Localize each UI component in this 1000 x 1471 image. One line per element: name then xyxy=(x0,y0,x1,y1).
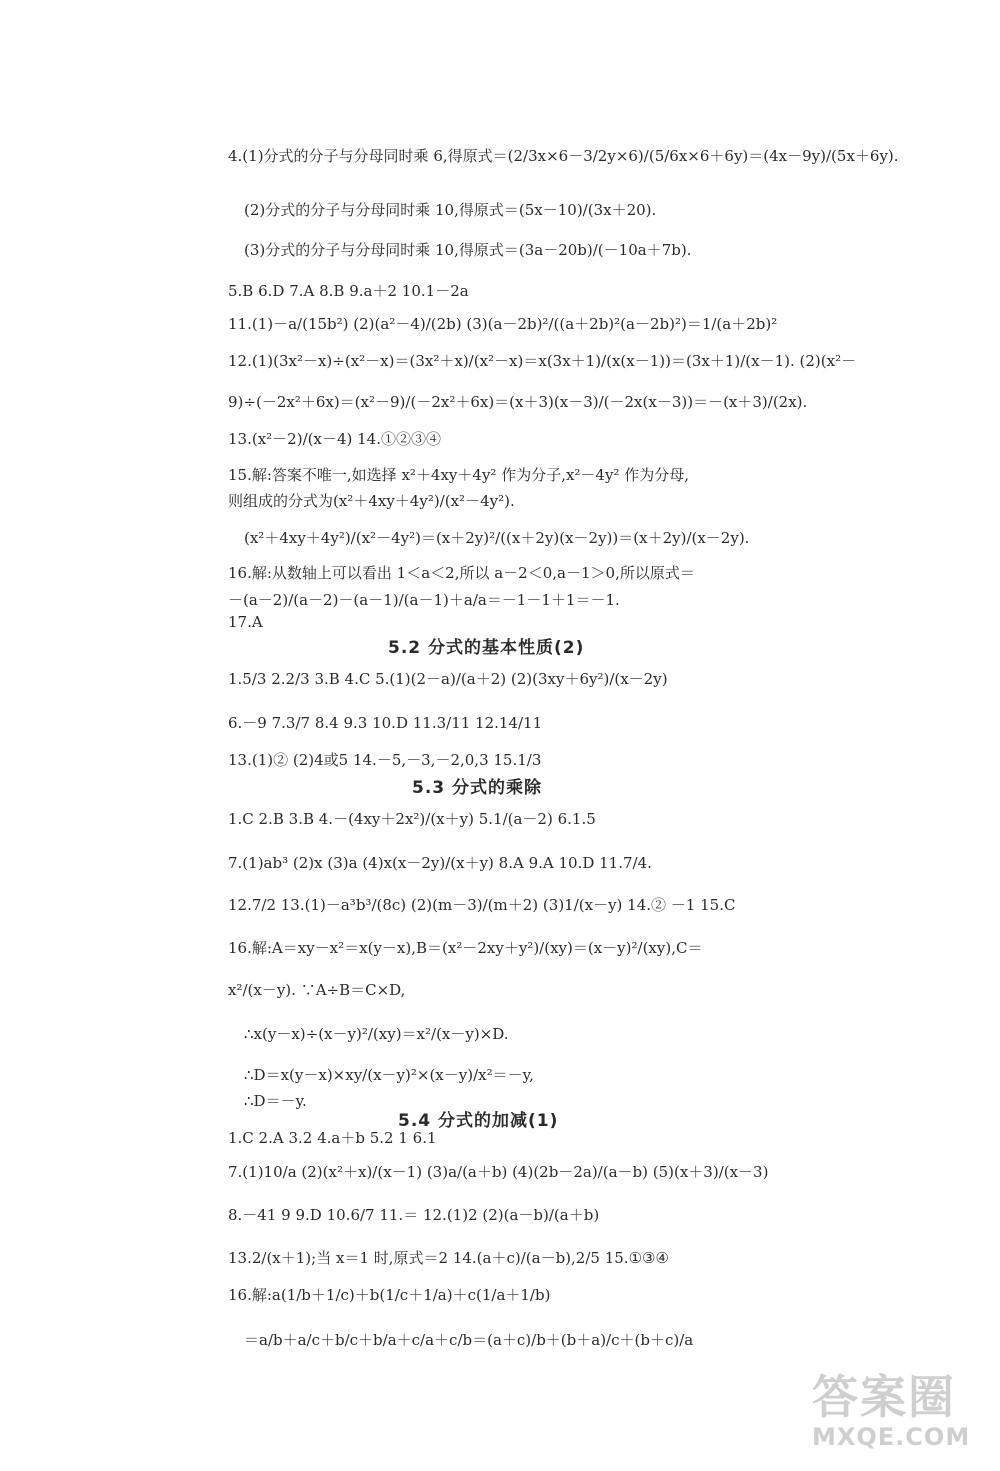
answer-line-16a: 16.解:从数轴上可以看出 1＜a＜2,所以 a－2＜0,a－1＞0,所以原式＝ xyxy=(228,564,695,582)
answer-line-5-4-c: 8.－41 9 9.D 10.6/7 11.＝ 12.(1)2 (2)(a－b)/(a＋b) xyxy=(228,1206,600,1224)
watermark-url: MXQE.COM xyxy=(812,1423,971,1451)
answer-line-5-3-e: x²/(x－y). ∵A÷B＝C×D, xyxy=(228,981,406,999)
answer-line-5-2-a: 1.5/3 2.2/3 3.B 4.C 5.(1)(2－a)/(a＋2) (2)(3xy＋6y²)/(x－2y) xyxy=(228,670,668,688)
answer-line-15c: (x²＋4xy＋4y²)/(x²－4y²)＝(x＋2y)²/((x＋2y)(x－2y))＝(x＋2y)/(x－2y). xyxy=(244,529,750,547)
section-title-5-2: 5.2 分式的基本性质(2) xyxy=(388,638,585,658)
answer-line-16b: －(a－2)/(a－2)－(a－1)/(a－1)＋a/a＝－1－1＋1＝－1. xyxy=(228,591,620,609)
answer-line-5-4-b: 7.(1)10/a (2)(x²＋x)/(x－1) (3)a/(a＋b) (4)(2b－2a)/(a－b) (5)(x＋3)/(x－3) xyxy=(228,1163,769,1181)
answer-line-5-4-a: 1.C 2.A 3.2 4.a＋b 5.2 1 6.1 xyxy=(228,1129,437,1147)
answer-line-11: 11.(1)－a/(15b²) (2)(a²－4)/(2b) (3)(a－2b)²/((a＋2b)²(a－2b)²)＝1/(a＋2b)² xyxy=(228,315,778,333)
answer-line-5-10: 5.B 6.D 7.A 8.B 9.a＋2 10.1－2a xyxy=(228,282,469,300)
answer-line-5-3-h: ∴D＝－y. xyxy=(244,1092,307,1110)
answer-line-5-3-a: 1.C 2.B 3.B 4.－(4xy＋2x²)/(x＋y) 5.1/(a－2) 6.1.5 xyxy=(228,810,596,828)
answer-line-15b: 则组成的分式为(x²＋4xy＋4y²)/(x²－4y²). xyxy=(228,492,515,510)
answer-line-5-2-b: 6.－9 7.3/7 8.4 9.3 10.D 11.3/11 12.14/11 xyxy=(228,714,543,732)
answer-line-4-1: 4.(1)分式的分子与分母同时乘 6,得原式＝(2/3x×6－3/2y×6)/(5/6x×6＋6y)＝(4x－9y)/(5x＋6y). xyxy=(228,147,899,165)
answer-line-13-14: 13.(x²－2)/(x－4) 14.①②③④ xyxy=(228,430,441,448)
section-title-5-3: 5.3 分式的乘除 xyxy=(412,778,543,798)
answer-line-5-3-b: 7.(1)ab³ (2)x (3)a (4)x(x－2y)/(x＋y) 8.A 9.A 10.D 11.7/4. xyxy=(228,854,652,872)
answer-line-5-3-g: ∴D＝x(y－x)×xy/(x－y)²×(x－y)/x²＝－y, xyxy=(244,1066,534,1084)
answer-line-5-3-d: 16.解:A＝xy－x²＝x(y－x),B＝(x²－2xy＋y²)/(xy)＝(x－y)²/(xy),C＝ xyxy=(228,939,703,957)
answer-line-5-3-c: 12.7/2 13.(1)－a³b³/(8c) (2)(m－3)/(m＋2) (3)1/(x－y) 14.② －1 15.C xyxy=(228,896,736,914)
answer-line-12a: 12.(1)(3x²－x)÷(x²－x)＝(3x²＋x)/(x²－x)＝x(3x＋1)/(x(x－1))＝(3x＋1)/(x－1). (2)(x²－ xyxy=(228,352,857,370)
section-title-5-4: 5.4 分式的加减(1) xyxy=(398,1111,559,1131)
answer-line-5-2-c: 13.(1)② (2)4或5 14.－5,－3,－2,0,3 15.1/3 xyxy=(228,751,542,769)
answer-line-5-4-f: ＝a/b＋a/c＋b/c＋b/a＋c/a＋c/b＝(a＋c)/b＋(b＋a)/c＋(b＋c)/a xyxy=(244,1331,694,1349)
watermark xyxy=(812,1372,992,1464)
answer-line-5-3-f: ∴x(y－x)÷(x－y)²/(xy)＝x²/(x－y)×D. xyxy=(244,1025,509,1043)
answer-line-5-4-d: 13.2/(x＋1);当 x＝1 时,原式＝2 14.(a＋c)/(a－b),2/5 15.①③④ xyxy=(228,1249,669,1267)
answer-line-5-4-e: 16.解:a(1/b＋1/c)＋b(1/c＋1/a)＋c(1/a＋1/b) xyxy=(228,1286,551,1304)
answer-line-12b: 9)÷(－2x²＋6x)＝(x²－9)/(－2x²＋6x)＝(x＋3)(x－3)/(－2x(x－3))＝－(x＋3)/(2x). xyxy=(228,393,808,411)
answer-line-15a: 15.解:答案不唯一,如选择 x²＋4xy＋4y² 作为分子,x²－4y² 作为分母, xyxy=(228,466,690,484)
answer-line-4-3: (3)分式的分子与分母同时乘 10,得原式＝(3a－20b)/(－10a＋7b). xyxy=(244,241,692,259)
watermark-logo: 答案圈 xyxy=(812,1370,956,1424)
answer-line-17: 17.A xyxy=(228,613,263,631)
answer-line-4-2: (2)分式的分子与分母同时乘 10,得原式＝(5x－10)/(3x＋20). xyxy=(244,201,657,219)
